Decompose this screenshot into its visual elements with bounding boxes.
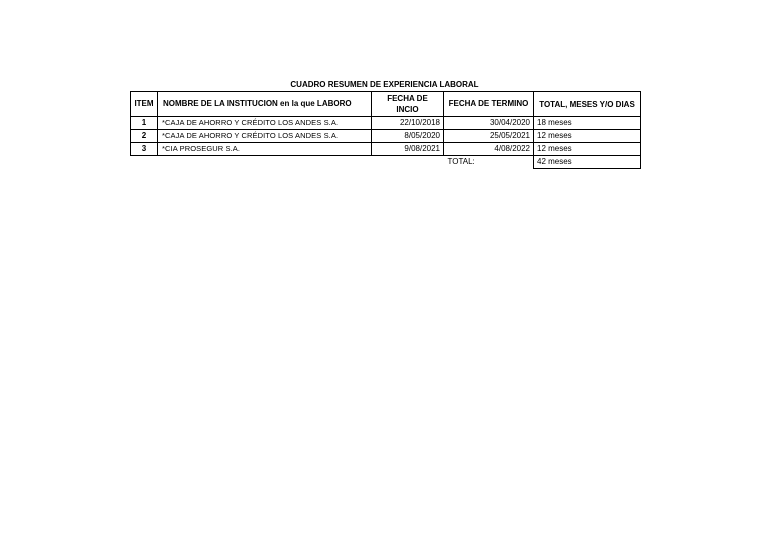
experience-summary-table	[130, 91, 641, 169]
total-label: TOTAL:	[444, 156, 534, 169]
row-start-date: 8/05/2020	[372, 130, 444, 143]
row-total: 18 meses	[534, 117, 641, 130]
row-end-date: 25/05/2021	[444, 130, 534, 143]
header-row	[131, 92, 641, 117]
table-row	[131, 143, 641, 156]
table-row	[131, 130, 641, 143]
table-body	[131, 117, 641, 156]
total-row	[131, 156, 641, 169]
total-spacer	[158, 156, 372, 169]
total-spacer	[131, 156, 158, 169]
row-end-date: 30/04/2020	[444, 117, 534, 130]
total-spacer	[372, 156, 444, 169]
header-institution: NOMBRE DE LA INSTITUCION en la que LABORO	[158, 92, 372, 117]
total-value: 42 meses	[534, 156, 641, 169]
row-item: 2	[131, 130, 158, 143]
row-institution: *CAJA DE AHORRO Y CRÉDITO LOS ANDES S.A.	[158, 130, 372, 143]
header-end-date: FECHA DE TERMINO	[444, 92, 534, 117]
header-total: TOTAL, MESES Y/O DIAS	[534, 92, 641, 117]
row-end-date: 4/08/2022	[444, 143, 534, 156]
row-total: 12 meses	[534, 130, 641, 143]
row-institution: *CIA PROSEGUR S.A.	[158, 143, 372, 156]
header-start-date: FECHA DE INCIO	[372, 92, 444, 117]
table-title: CUADRO RESUMEN DE EXPERIENCIA LABORAL	[290, 80, 479, 89]
row-item: 1	[131, 117, 158, 130]
row-item: 3	[131, 143, 158, 156]
row-start-date: 9/08/2021	[372, 143, 444, 156]
table-row	[131, 117, 641, 130]
row-start-date: 22/10/2018	[372, 117, 444, 130]
table-header	[131, 92, 641, 117]
table-footer	[131, 156, 641, 169]
row-total: 12 meses	[534, 143, 641, 156]
header-item: ITEM	[131, 92, 158, 117]
row-institution: *CAJA DE AHORRO Y CRÉDITO LOS ANDES S.A.	[158, 117, 372, 130]
